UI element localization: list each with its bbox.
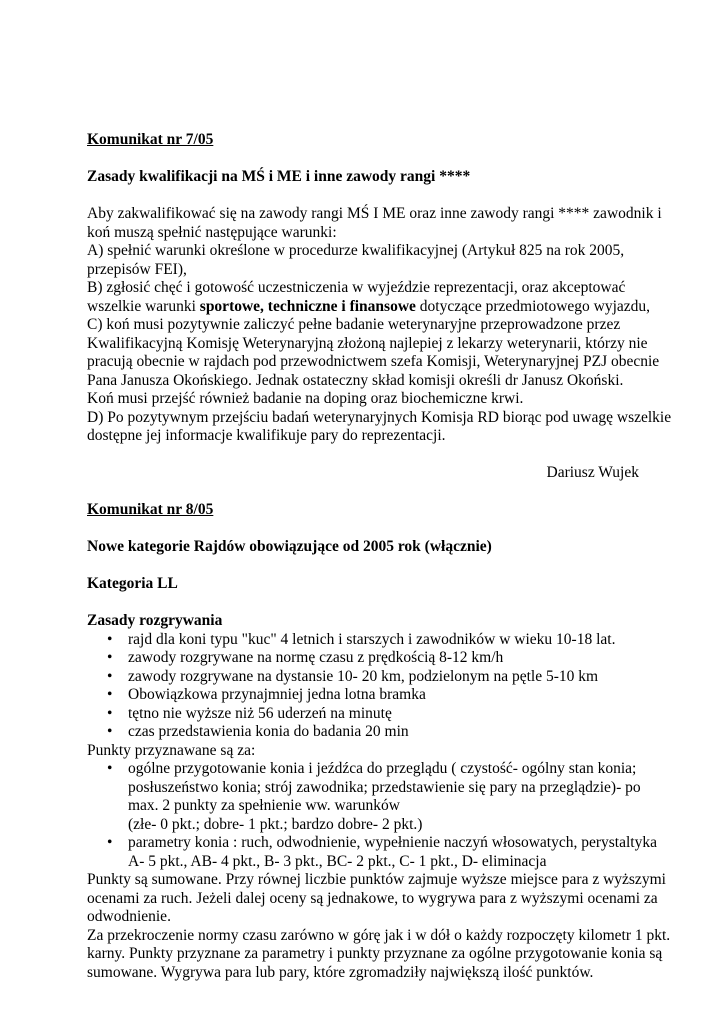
k8-line: Za przekroczenie normy czasu zarówno w górę jak i w dół o każdy rozpoczęty kilometr 1 pkt. (87, 926, 671, 944)
k7-line: przepisów FEI), (87, 260, 187, 278)
list-item-text: Obowiązkowa przynajmniej jedna lotna bramka (128, 686, 426, 703)
list-item-continuation: A- 5 pkt., AB- 4 pkt., B- 3 pkt., BC- 2 pkt., C- 1 pkt., D- eliminacja (128, 852, 547, 870)
k7-text: wszelkie warunki (87, 297, 200, 315)
k8-points-heading: Punkty przyznawane są za: (87, 741, 256, 759)
bullet: • (107, 834, 113, 851)
list-item-text: tętno nie wyższe niż 56 uderzeń na minutę (128, 704, 392, 722)
list-item (87, 834, 657, 853)
list-item (87, 705, 639, 724)
document-page (87, 131, 672, 982)
k7-bold-text: sportowe, techniczne i finansowe (199, 297, 416, 315)
k8-title: Komunikat nr 8/05 (87, 501, 214, 518)
k7-title: Komunikat nr 7/05 (87, 131, 214, 148)
k8-line: odwodnienie. (87, 908, 171, 925)
k7-line: B) zgłosić chęć i gotowość uczestniczenia w wyjeździe reprezentacji, oraz akceptować (87, 279, 626, 296)
list-item (87, 631, 639, 650)
list-item-text: parametry konia : ruch, odwodnienie, wypełnienie naczyń włosowatych, perystaltyka (128, 834, 657, 851)
k8-subtitle: Nowe kategorie Rajdów obowiązujące od 2005 rok (włącznie) (87, 538, 492, 555)
list-item-continuation: posłuszeństwo konia; strój zawodnika; przedstawienie się pary na przeglądzie)- po (128, 778, 641, 796)
k7-line (87, 297, 651, 317)
list-item (87, 686, 639, 705)
bullet: • (107, 667, 113, 685)
list-item (87, 668, 639, 687)
k8-category: Kategoria LL (87, 575, 178, 592)
list-item-text: ogólne przygotowanie konia i jeźdźca do przeglądu ( czystość- ogólny stan konia; (128, 760, 637, 777)
k7-line: dostępne jej informacje kwalifikuje pary do reprezentacji. (87, 427, 446, 444)
k7-line: Kwalifikacyjną Komisję Weterynaryjną złożoną najlepiej z lekarzy weterynarii, którzy nie (87, 334, 648, 352)
bullet: • (107, 686, 113, 703)
k8-summary (87, 871, 671, 982)
bullet: • (107, 704, 113, 722)
list-item (87, 760, 639, 779)
k8-line: ocenami za ruch. Jeżeli dalej oceny są jednakowe, to wygrywa para z wyższymi ocenami za (87, 889, 658, 907)
k7-text: dotyczące przedmiotowego wyjazdu, (415, 297, 651, 315)
k7-line: pracują obecnie w rajdach pod przewodnictwem szefa Komisji, Weterynaryjnej PZJ obecnie (87, 353, 660, 370)
k8-line: karny. Punkty przyznane za parametry i punkty przyznane za ogólne przygotowanie konia są (87, 945, 663, 962)
list-item-text: zawody rozgrywane na normę czasu z prędkością 8-12 km/h (128, 649, 504, 666)
bullet: • (107, 630, 113, 648)
bullet: • (107, 760, 113, 777)
k8-points-list (87, 760, 657, 871)
bullet: • (107, 649, 113, 666)
k8-rules-heading: Zasady rozgrywania (87, 612, 223, 629)
k7-line: Koń musi przejść również badanie na doping oraz biochemiczne krwi. (87, 390, 524, 407)
k7-line: koń muszą spełnić następujące warunki: (87, 223, 337, 241)
list-item-text: zawody rozgrywane na dystansie 10- 20 km, podzielonym na pętle 5-10 km (128, 667, 599, 685)
k7-line: Aby zakwalifikować się na zawody rangi MŚ I ME oraz inne zawody rangi **** zawodnik i (87, 205, 662, 222)
list-item-continuation: max. 2 punkty za spełnienie ww. warunków (128, 797, 400, 814)
k8-line: Punkty są sumowane. Przy równej liczbie punktów zajmuje wyższe miejsce para z wyższymi (87, 871, 666, 888)
list-item (87, 649, 639, 668)
k7-subtitle: Zasady kwalifikacji na MŚ i ME i inne zawody rangi **** (87, 168, 471, 185)
k7-body (87, 205, 672, 446)
k7-line: A) spełnić warunki określone w procedurze kwalifikacyjnej (Artykuł 825 na rok 2005, (87, 242, 625, 259)
list-item-continuation: (złe- 0 pkt.; dobre- 1 pkt.; bardzo dobre- 2 pkt.) (128, 815, 423, 833)
bullet: • (107, 723, 113, 740)
k7-signature: Dariusz Wujek (546, 464, 639, 481)
k7-line: D) Po pozytywnym przejściu badań weterynaryjnych Komisja RD biorąc pod uwagę wszelkie (87, 408, 672, 426)
k8-line: sumowane. Wygrywa para lub pary, które zgromadziły największą ilość punktów. (87, 963, 594, 981)
k8-rules-list (87, 631, 639, 742)
list-item (87, 723, 639, 742)
k7-line: C) koń musi pozytywnie zaliczyć pełne badanie weterynaryjne przeprowadzone przez (87, 316, 621, 333)
list-item-text: rajd dla koni typu "kuc" 4 letnich i starszych i zawodników w wieku 10-18 lat. (128, 630, 616, 648)
list-item-text: czas przedstawienia konia do badania 20 min (128, 723, 409, 740)
k7-line: Pana Janusza Okońskiego. Jednak ostateczny skład komisji określi dr Janusz Okoński. (87, 371, 624, 389)
